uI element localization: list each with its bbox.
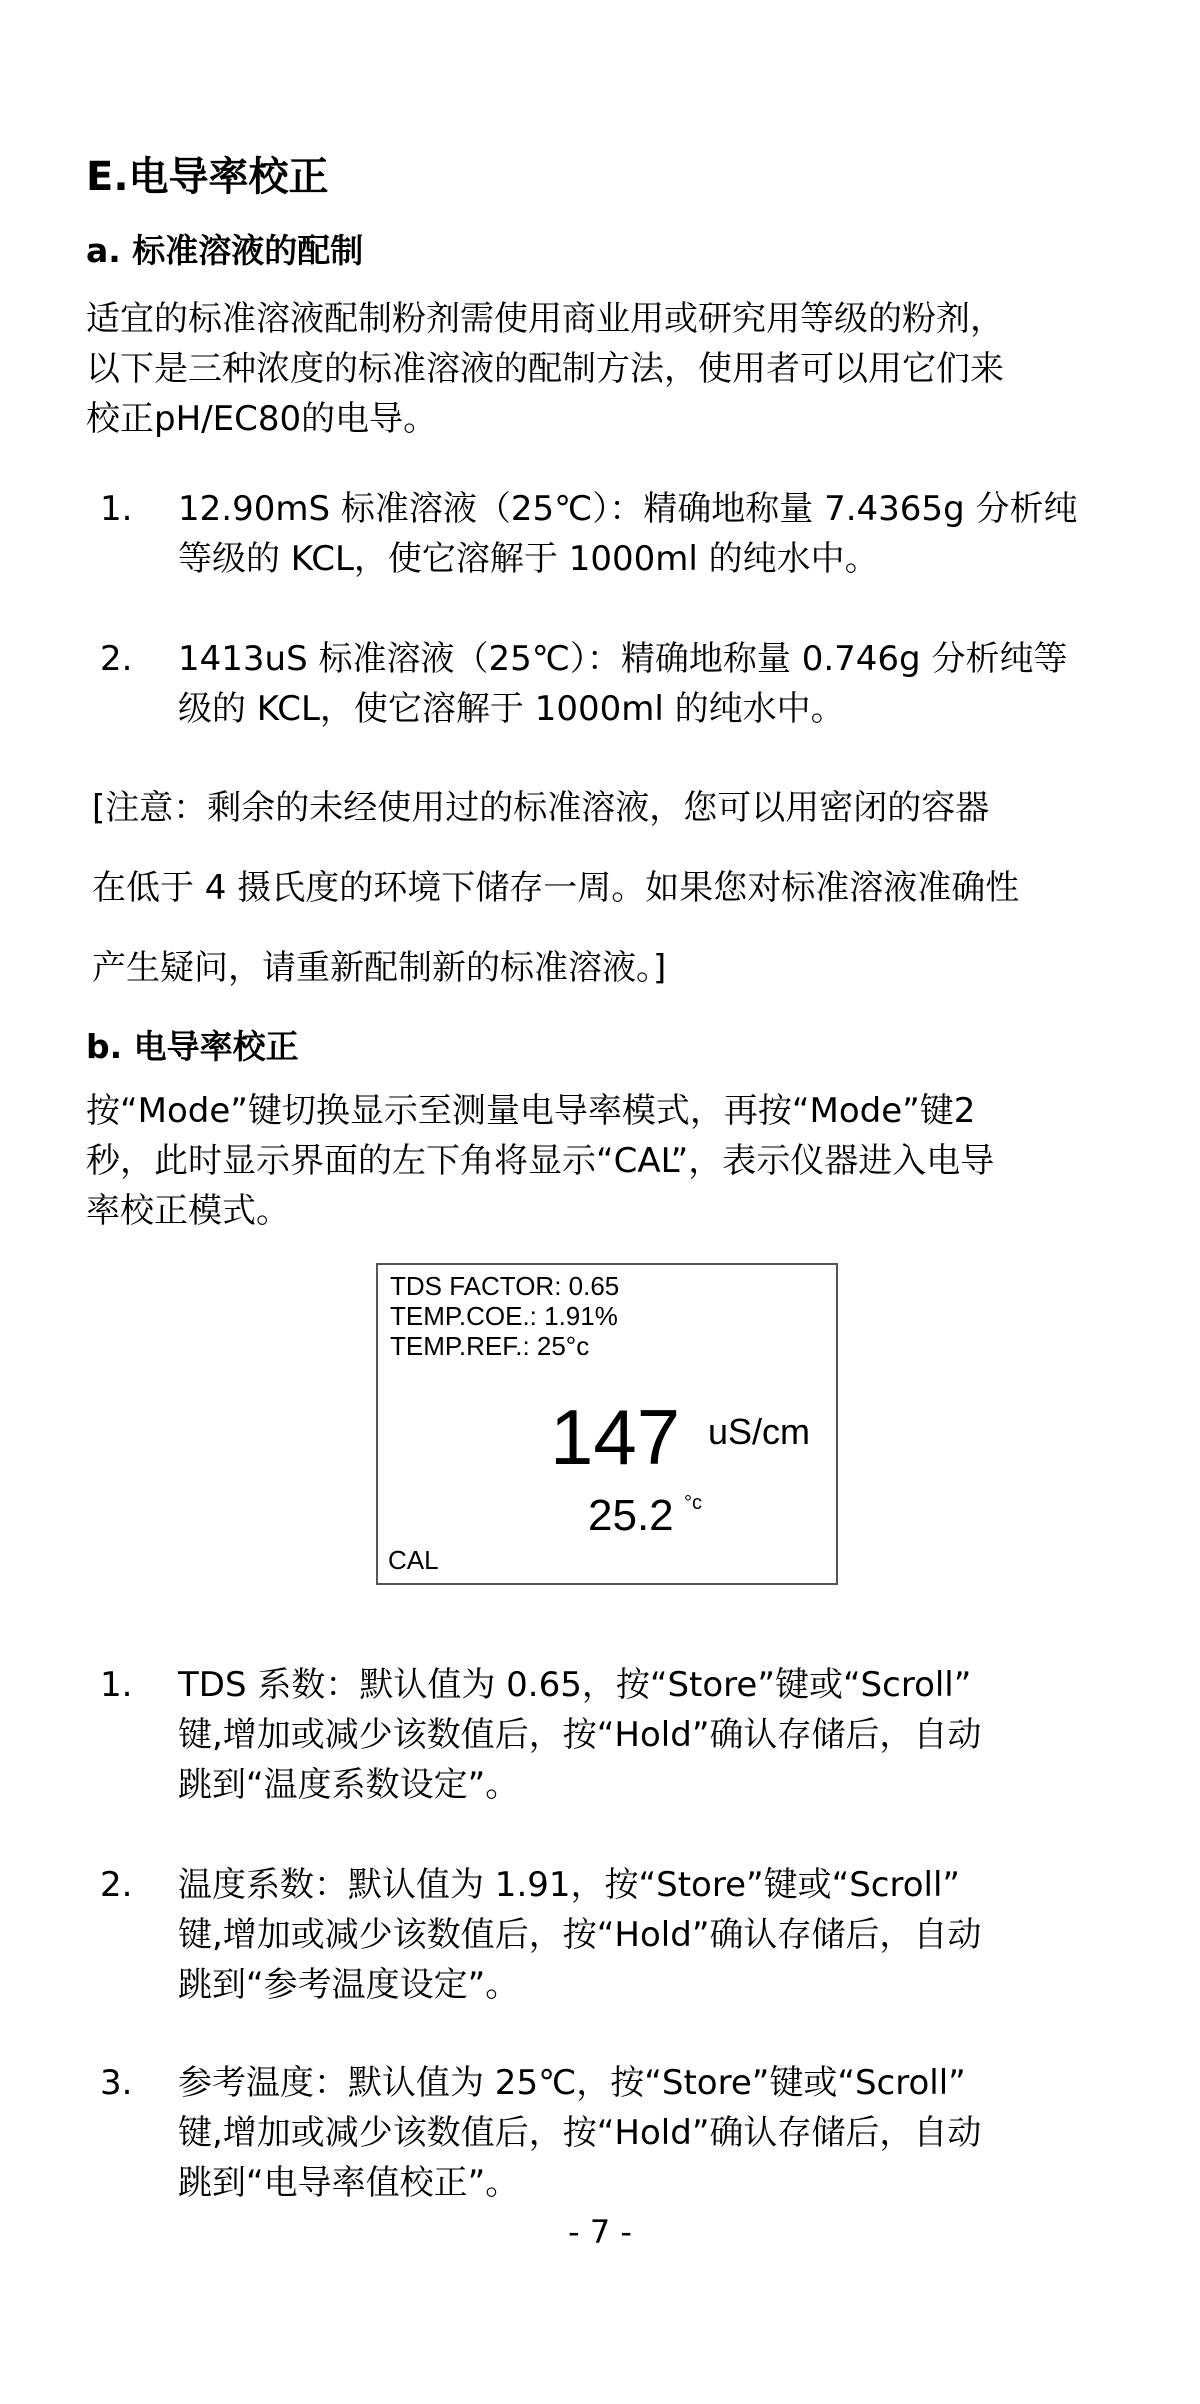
lcd-temperature-reading: 25.2 — [588, 1491, 674, 1540]
text-line: TDS 系数：默认值为 0.65，按“Store”键或“Scroll” — [178, 1665, 972, 1705]
text-line: 参考温度：默认值为 25℃，按“Store”键或“Scroll” — [178, 2063, 966, 2103]
list-item-body — [178, 1860, 981, 2010]
paragraph-intro-b — [86, 1086, 1146, 1236]
text-line: 跳到“温度系数设定”。 — [178, 1765, 520, 1805]
list-item-number: 2. — [100, 1865, 133, 1905]
text-line: 在低于 4 摄氏度的环境下储存一周。如果您对标准溶液准确性 — [92, 868, 1020, 908]
text-line: 率校正模式。 — [86, 1191, 290, 1231]
text-line: 产生疑问，请重新配制新的标准溶液。] — [92, 948, 667, 988]
lcd-display-illustration — [376, 1263, 838, 1585]
paragraph-intro-a — [86, 294, 1146, 444]
lcd-temp-coefficient: TEMP.COE.: 1.91% — [390, 1301, 618, 1331]
list-item-number: 1. — [100, 489, 133, 529]
section-title: E.电导率校正 — [86, 154, 329, 200]
list-item-number: 2. — [100, 639, 133, 679]
text-line: 键,增加或减少该数值后，按“Hold”确认存储后，自动 — [178, 2113, 982, 2153]
lcd-temperature-unit: °c — [684, 1492, 702, 1514]
text-line: 校正pH/EC80的电导。 — [86, 399, 438, 439]
text-line: 适宜的标准溶液配制粉剂需使用商业用或研究用等级的粉剂， — [86, 299, 1004, 339]
page-number: - 7 - — [568, 2213, 632, 2251]
lcd-conductivity-unit: uS/cm — [708, 1411, 811, 1452]
list-item-body — [178, 1660, 981, 1810]
text-line: [注意：剩余的未经使用过的标准溶液，您可以用密闭的容器 — [92, 788, 990, 828]
text-line: 跳到“电导率值校正”。 — [178, 2163, 520, 2203]
list-item-body — [178, 2058, 981, 2208]
list-item-body — [178, 484, 1077, 584]
text-line: 等级的 KCL，使它溶解于 1000ml 的纯水中。 — [178, 539, 879, 579]
lcd-conductivity-reading: 147 — [550, 1393, 681, 1481]
text-line: 以下是三种浓度的标准溶液的配制方法，使用者可以用它们来 — [86, 349, 1004, 389]
text-line: 12.90mS 标准溶液（25℃）：精确地称量 7.4365g 分析纯 — [178, 489, 1078, 529]
lcd-temp-reference: TEMP.REF.: 25°c — [390, 1331, 590, 1361]
text-line: 秒，此时显示界面的左下角将显示“CAL”，表示仪器进入电导 — [86, 1141, 995, 1181]
list-item-number: 3. — [100, 2063, 133, 2103]
list-item-body — [178, 634, 1067, 734]
text-line: 跳到“参考温度设定”。 — [178, 1965, 520, 2005]
text-line: 键,增加或减少该数值后，按“Hold”确认存储后，自动 — [178, 1915, 982, 1955]
text-line: 温度系数：默认值为 1.91，按“Store”键或“Scroll” — [178, 1865, 961, 1905]
text-line: 键,增加或减少该数值后，按“Hold”确认存储后，自动 — [178, 1715, 982, 1755]
subsection-heading-b: b. 电导率校正 — [86, 1027, 299, 1066]
text-line: 级的 KCL，使它溶解于 1000ml 的纯水中。 — [178, 689, 845, 729]
lcd-cal-indicator: CAL — [388, 1545, 439, 1575]
note-block — [92, 768, 1152, 1008]
list-item-number: 1. — [100, 1665, 133, 1705]
text-line: 按“Mode”键切换显示至测量电导率模式，再按“Mode”键2 — [86, 1091, 976, 1131]
lcd-tds-factor: TDS FACTOR: 0.65 — [390, 1271, 620, 1301]
text-line: 1413uS 标准溶液（25℃）：精确地称量 0.746g 分析纯等 — [178, 639, 1068, 679]
subsection-heading-a: a. 标准溶液的配制 — [86, 231, 364, 270]
